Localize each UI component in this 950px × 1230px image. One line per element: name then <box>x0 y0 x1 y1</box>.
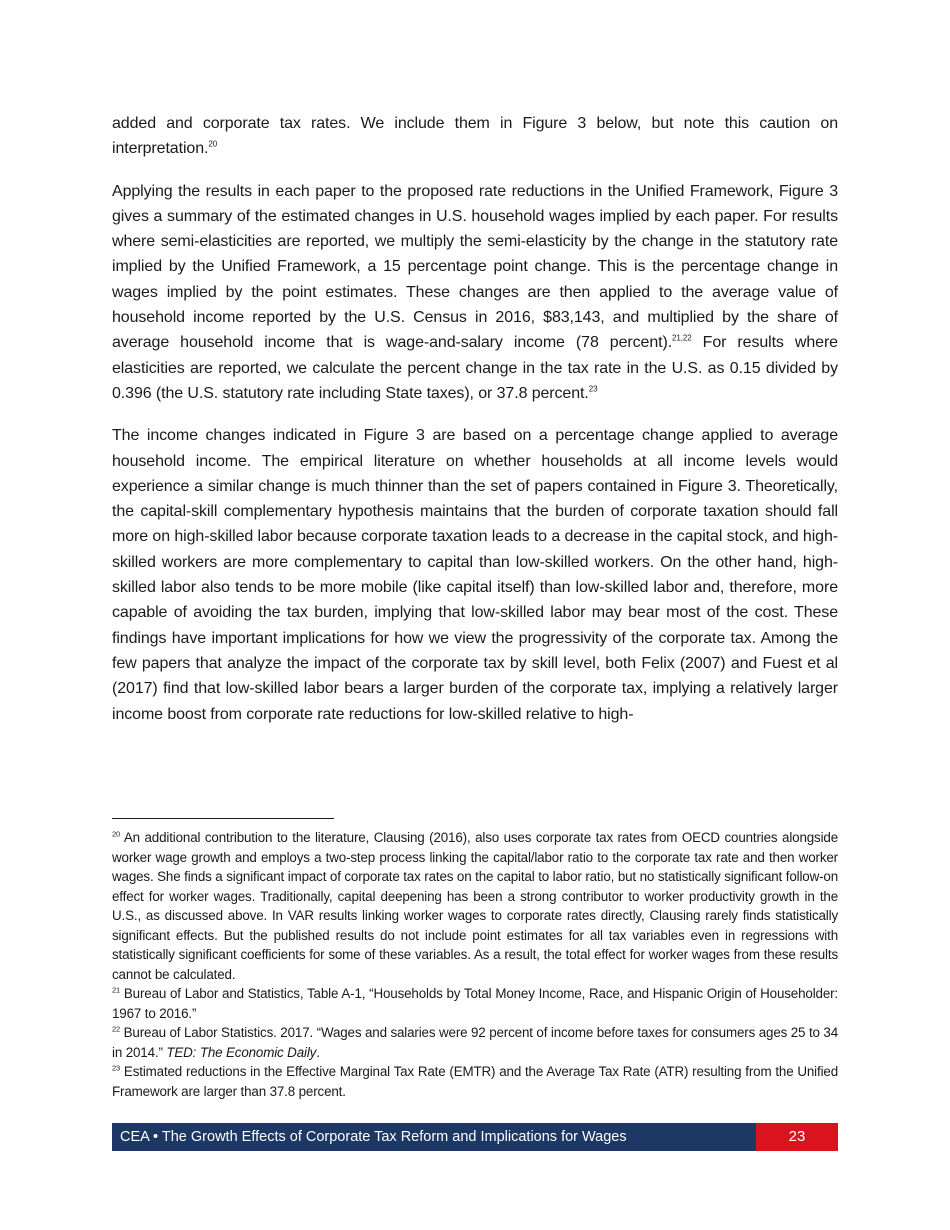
paragraph-3-text: The income changes indicated in Figure 3 are based on a percentage change applied to average household income. The empirical literature on whether households at all income levels would experience a similar change is much thinner than the set of papers contained in Figure 3. Theoretically, the capital-skill complementary hypothesis maintains that the burden of corporate taxation should fall more on high-skilled labor because corporate taxation leads to a decrease in the capital stock, and high-skilled workers are more complementary to capital than low-skilled workers. On the other hand, high-skilled labor also tends to be more mobile (like capital itself) than low-skilled labor and, therefore, more capable of avoiding the tax burden, implying that low-skilled labor may bear most of the cost. These findings have important implications for how we view the progressivity of the corporate tax. Among the few papers that analyze the impact of the corporate tax by skill level, both Felix (2007) and Fuest et al (2017) find that low-skilled labor bears a larger burden of the corporate tax, implying a relatively larger income boost from corporate rate reductions for low-skilled relative to high- <box>112 427 838 723</box>
paragraph-3 <box>112 423 838 727</box>
page-footer <box>112 1123 838 1151</box>
footnote-text: An additional contribution to the literature, Clausing (2016), also uses corporate tax rates from OECD countries alongside worker wage growth and employs a two-step process linking the capital/labor ratio to the corporate tax rate and then worker wages. She finds a significant impact of corporate tax rates on the capital to labor ratio, but no statistically significant follow-on effect for worker wages. Traditionally, capital deepening has been a strong contributor to worker productivity growth in the U.S., as discussed above. In VAR results linking worker wages to corporate rates directly, Clausing rarely finds statistically significant effects. But the published results do not include point estimates for all tax variables even in regressions with statistically significant coefficients for some of these variables. As a result, the total effect for worker wages from these results cannot be calculated. <box>112 830 838 982</box>
footer-title: CEA • The Growth Effects of Corporate Tax Reform and Implications for Wages <box>112 1123 756 1151</box>
footnote-text: Estimated reductions in the Effective Marginal Tax Rate (EMTR) and the Average Tax Rate (ATR) resulting from the Unified Framework are larger than 37.8 percent. <box>112 1064 838 1099</box>
paragraph-2-text-a: Applying the results in each paper to the proposed rate reductions in the Unified Framework, Figure 3 gives a summary of the estimated changes in U.S. household wages implied by each paper. For results where semi-elasticities are reported, we multiply the semi-elasticity by the change in the statutory rate implied by the Unified Framework, a 15 percentage point change. This is the percentage change in wages implied by the point estimates. These changes are then applied to the average value of household income reported by the U.S. Census in 2016, $83,143, and multiplied by the share of average household income that is wage-and-salary income (78 percent). <box>112 182 838 352</box>
footnote-20 <box>112 828 838 984</box>
paragraph-1 <box>112 111 838 162</box>
footnote-ref-23[interactable]: 23 <box>588 384 598 394</box>
page-number: 23 <box>756 1123 838 1151</box>
publication-title: TED: The Economic Daily <box>166 1044 317 1060</box>
footnote-text-end: . <box>316 1044 320 1060</box>
footnote-23 <box>112 1062 838 1101</box>
footnote-22 <box>112 1023 838 1062</box>
footnote-21 <box>112 984 838 1023</box>
footnote-text: Bureau of Labor and Statistics, Table A-1, “Households by Total Money Income, Race, and Hispanic Origin of Householder: 1967 to 2016.” <box>112 986 838 1021</box>
paragraph-2 <box>112 179 838 407</box>
footnote-separator <box>112 818 334 819</box>
footnotes <box>112 828 838 1101</box>
footnote-number: 21 <box>112 985 121 995</box>
footnote-number: 23 <box>112 1063 121 1073</box>
paragraph-2-text-b: For results where elasticities are reported, we calculate the percent change in the tax rate in the U.S. as 0.15 divided by 0.396 (the U.S. statutory rate including State taxes), or 37.8 percent. <box>112 334 838 402</box>
footnote-ref-20[interactable]: 20 <box>208 139 218 149</box>
footnote-ref-21-22[interactable]: 21,22 <box>672 334 692 344</box>
body-text <box>112 111 838 744</box>
footnote-number: 20 <box>112 829 121 839</box>
paragraph-1-text: added and corporate tax rates. We include them in Figure 3 below, but note this caution on interpretation. <box>112 115 838 158</box>
footnote-number: 22 <box>112 1024 121 1034</box>
footnote-text: Bureau of Labor Statistics. 2017. “Wages and salaries were 92 percent of income before taxes for consumers ages 25 to 34 in 2014.” <box>112 1025 838 1060</box>
